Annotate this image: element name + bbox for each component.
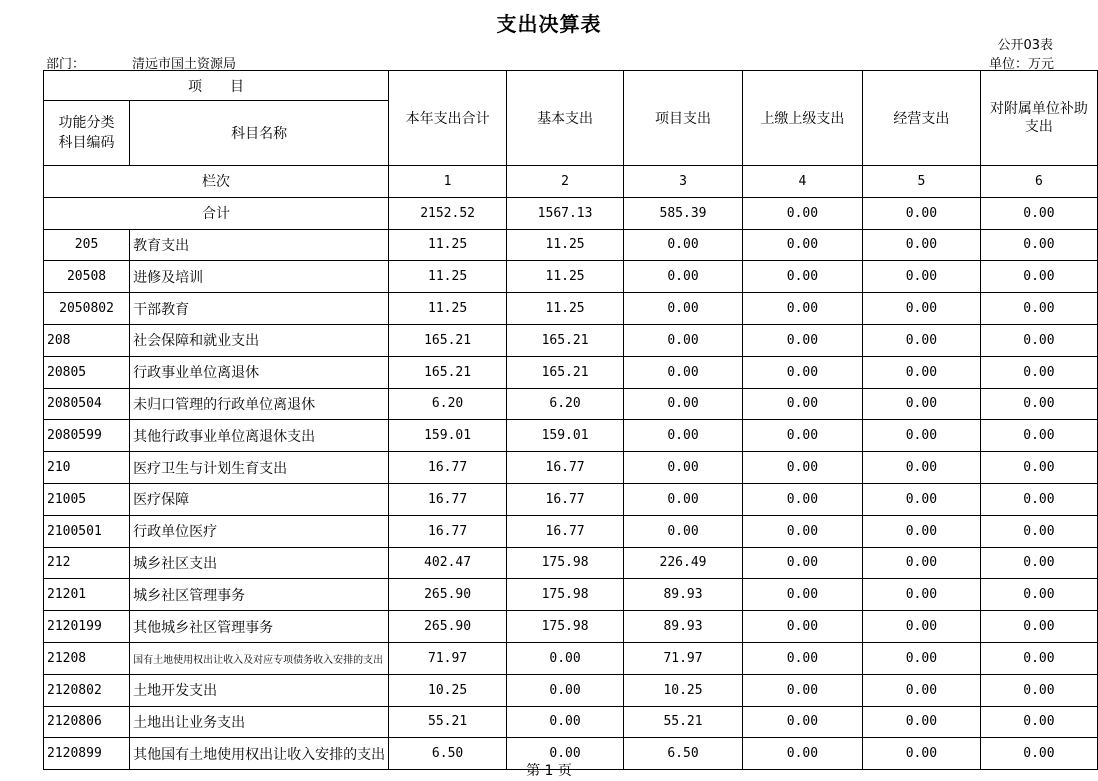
row-value: 16.77: [389, 452, 507, 484]
row-code: 2120802: [44, 674, 130, 706]
row-name: 其他城乡社区管理事务: [130, 611, 389, 643]
row-name: 医疗卫生与计划生育支出: [130, 452, 389, 484]
row-name: 土地开发支出: [130, 674, 389, 706]
row-value: 0.00: [862, 674, 980, 706]
header-col-6: 对附属单位补助 支出: [980, 71, 1097, 166]
row-value: 0.00: [624, 324, 743, 356]
row-value: 16.77: [507, 452, 624, 484]
row-value: 0.00: [862, 579, 980, 611]
row-value: 71.97: [624, 642, 743, 674]
page-title: 支出决算表: [496, 12, 602, 36]
row-value: 0.00: [507, 738, 624, 770]
row-value: 11.25: [389, 229, 507, 261]
row-code: 2120199: [44, 611, 130, 643]
row-code: 20805: [44, 356, 130, 388]
row-name: 未归口管理的行政单位离退休: [130, 388, 389, 420]
dept-name: 清远市国土资源局: [132, 57, 237, 72]
row-name: 城乡社区管理事务: [130, 579, 389, 611]
row-value: 0.00: [980, 229, 1097, 261]
row-value: 55.21: [624, 706, 743, 738]
row-value: 0.00: [624, 229, 743, 261]
row-value: 71.97: [389, 642, 507, 674]
row-name: 国有土地使用权出让收入及对应专项债务收入安排的支出: [130, 642, 389, 674]
header-col-4: 上缴上级支出: [742, 71, 862, 166]
dept-label: 部门：: [46, 57, 86, 72]
row-value: 11.25: [389, 293, 507, 325]
row-code: 20508: [44, 261, 130, 293]
row-value: 0.00: [742, 293, 862, 325]
row-value: 0.00: [742, 642, 862, 674]
table-row: [44, 261, 1098, 293]
row-name: 干部教育: [130, 293, 389, 325]
row-value: 0.00: [862, 642, 980, 674]
table-row: [44, 452, 1098, 484]
row-value: 0.00: [862, 388, 980, 420]
header-col-3: 项目支出: [624, 71, 743, 166]
row-code: 2050802: [44, 293, 130, 325]
row-value: 165.21: [389, 356, 507, 388]
table-row: [44, 579, 1098, 611]
row-name: 教育支出: [130, 229, 389, 261]
row-value: 0.00: [624, 293, 743, 325]
row-value: 0.00: [980, 547, 1097, 579]
row-value: 16.77: [507, 483, 624, 515]
row-code: 208: [44, 324, 130, 356]
row-value: 6.20: [389, 388, 507, 420]
row-name: 其他国有土地使用权出让收入安排的支出: [130, 738, 389, 770]
row-value: 165.21: [507, 324, 624, 356]
expenditure-table: [43, 70, 1098, 770]
row-value: 0.00: [624, 388, 743, 420]
row-value: 0.00: [742, 706, 862, 738]
row-value: 0.00: [624, 452, 743, 484]
row-value: 0.00: [862, 293, 980, 325]
row-value: 6.50: [389, 738, 507, 770]
row-value: 16.77: [507, 515, 624, 547]
header-col-1: 本年支出合计: [389, 71, 507, 166]
table-row: [44, 515, 1098, 547]
col-index-3: 3: [624, 166, 743, 198]
header-func-code: 功能分类 科目编码: [44, 101, 130, 166]
row-name: 进修及培训: [130, 261, 389, 293]
row-value: 0.00: [742, 229, 862, 261]
row-value: 175.98: [507, 579, 624, 611]
table-row: [44, 388, 1098, 420]
col-index-4: 4: [742, 166, 862, 198]
row-value: 0.00: [742, 579, 862, 611]
row-code: 2120899: [44, 738, 130, 770]
total-value: 2152.52: [389, 197, 507, 229]
row-name: 医疗保障: [130, 483, 389, 515]
row-code: 21201: [44, 579, 130, 611]
unit-label: 单位：万元: [988, 57, 1054, 72]
row-code: 2080504: [44, 388, 130, 420]
header-col-5: 经营支出: [862, 71, 980, 166]
total-value: 0.00: [980, 197, 1097, 229]
row-value: 175.98: [507, 547, 624, 579]
row-name: 土地出让业务支出: [130, 706, 389, 738]
row-code: 205: [44, 229, 130, 261]
row-value: 0.00: [980, 738, 1097, 770]
row-value: 0.00: [862, 706, 980, 738]
row-value: 0.00: [624, 483, 743, 515]
row-value: 0.00: [862, 611, 980, 643]
table-row: [44, 642, 1098, 674]
row-value: 0.00: [862, 515, 980, 547]
row-value: 0.00: [742, 420, 862, 452]
row-value: 0.00: [742, 738, 862, 770]
row-value: 11.25: [507, 229, 624, 261]
row-value: 0.00: [980, 515, 1097, 547]
table-row: [44, 547, 1098, 579]
row-value: 175.98: [507, 611, 624, 643]
row-value: 0.00: [980, 706, 1097, 738]
row-value: 0.00: [980, 420, 1097, 452]
row-value: 0.00: [742, 388, 862, 420]
row-value: 0.00: [862, 356, 980, 388]
total-value: 1567.13: [507, 197, 624, 229]
row-value: 11.25: [389, 261, 507, 293]
row-value: 0.00: [980, 324, 1097, 356]
row-value: 11.25: [507, 261, 624, 293]
row-value: 0.00: [742, 547, 862, 579]
row-value: 0.00: [980, 388, 1097, 420]
row-value: 89.93: [624, 579, 743, 611]
form-code: 公开03表: [997, 38, 1053, 53]
col-index-label: 栏次: [44, 166, 389, 198]
row-value: 0.00: [862, 738, 980, 770]
row-value: 6.50: [624, 738, 743, 770]
row-value: 0.00: [980, 611, 1097, 643]
row-value: 0.00: [742, 483, 862, 515]
row-value: 0.00: [980, 356, 1097, 388]
row-value: 0.00: [862, 324, 980, 356]
col-index-5: 5: [862, 166, 980, 198]
total-value: 0.00: [862, 197, 980, 229]
row-value: 0.00: [862, 420, 980, 452]
col-index-1: 1: [389, 166, 507, 198]
row-value: 0.00: [624, 515, 743, 547]
table-row: [44, 706, 1098, 738]
table-row: [44, 293, 1098, 325]
row-value: 16.77: [389, 515, 507, 547]
row-value: 226.49: [624, 547, 743, 579]
row-code: 2100501: [44, 515, 130, 547]
row-value: 159.01: [389, 420, 507, 452]
row-value: 0.00: [980, 483, 1097, 515]
row-name: 其他行政事业单位离退休支出: [130, 420, 389, 452]
row-value: 0.00: [742, 452, 862, 484]
row-value: 0.00: [862, 483, 980, 515]
row-value: 0.00: [980, 293, 1097, 325]
row-value: 0.00: [862, 261, 980, 293]
header-subject-name: 科目名称: [130, 101, 389, 166]
row-value: 55.21: [389, 706, 507, 738]
table-row: [44, 356, 1098, 388]
row-value: 0.00: [742, 261, 862, 293]
row-value: 165.21: [389, 324, 507, 356]
row-value: 6.20: [507, 388, 624, 420]
table-row: [44, 483, 1098, 515]
row-value: 11.25: [507, 293, 624, 325]
row-value: 0.00: [742, 324, 862, 356]
page-number: 第 1 页: [526, 763, 572, 779]
row-value: 0.00: [980, 452, 1097, 484]
table-row: [44, 611, 1098, 643]
row-value: 0.00: [980, 674, 1097, 706]
total-label: 合计: [44, 197, 389, 229]
row-value: 0.00: [980, 642, 1097, 674]
row-value: 0.00: [507, 706, 624, 738]
row-code: 21208: [44, 642, 130, 674]
row-value: 0.00: [624, 356, 743, 388]
row-code: 210: [44, 452, 130, 484]
row-value: 159.01: [507, 420, 624, 452]
row-value: 0.00: [742, 356, 862, 388]
row-value: 10.25: [389, 674, 507, 706]
row-value: 165.21: [507, 356, 624, 388]
row-value: 0.00: [507, 674, 624, 706]
row-name: 行政单位医疗: [130, 515, 389, 547]
row-code: 212: [44, 547, 130, 579]
row-value: 0.00: [862, 452, 980, 484]
row-value: 0.00: [742, 674, 862, 706]
row-code: 21005: [44, 483, 130, 515]
row-name: 行政事业单位离退休: [130, 356, 389, 388]
table-row: [44, 420, 1098, 452]
row-code: 2080599: [44, 420, 130, 452]
row-name: 城乡社区支出: [130, 547, 389, 579]
row-value: 89.93: [624, 611, 743, 643]
row-value: 0.00: [980, 261, 1097, 293]
row-value: 0.00: [624, 420, 743, 452]
row-value: 265.90: [389, 611, 507, 643]
row-value: 0.00: [507, 642, 624, 674]
total-value: 585.39: [624, 197, 743, 229]
col-index-2: 2: [507, 166, 624, 198]
col-index-6: 6: [980, 166, 1097, 198]
header-item: 项 目: [44, 71, 389, 101]
table-row: [44, 324, 1098, 356]
row-value: 0.00: [862, 547, 980, 579]
total-value: 0.00: [742, 197, 862, 229]
header-col-2: 基本支出: [507, 71, 624, 166]
row-value: 0.00: [624, 261, 743, 293]
row-code: 2120806: [44, 706, 130, 738]
row-value: 16.77: [389, 483, 507, 515]
table-row: [44, 674, 1098, 706]
row-value: 402.47: [389, 547, 507, 579]
row-value: 265.90: [389, 579, 507, 611]
row-value: 10.25: [624, 674, 743, 706]
table-row: [44, 229, 1098, 261]
row-value: 0.00: [862, 229, 980, 261]
row-value: 0.00: [742, 611, 862, 643]
row-value: 0.00: [742, 515, 862, 547]
row-name: 社会保障和就业支出: [130, 324, 389, 356]
row-value: 0.00: [980, 579, 1097, 611]
